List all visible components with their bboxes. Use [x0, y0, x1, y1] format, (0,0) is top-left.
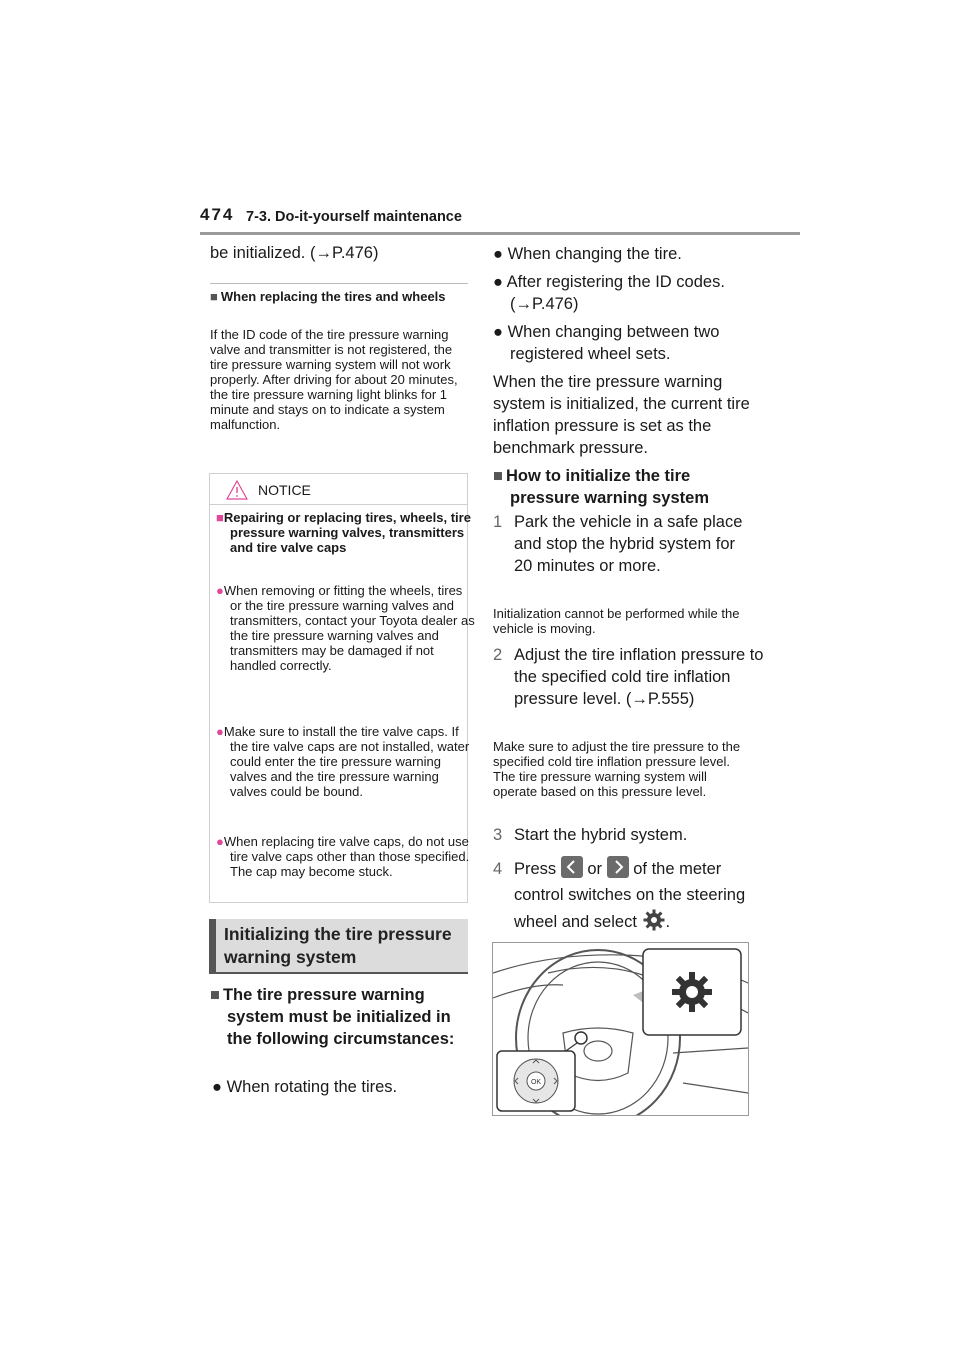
circle-bullet-icon: ●: [216, 834, 224, 849]
step-number: 2: [493, 646, 503, 664]
must-init-heading: [210, 984, 460, 1050]
step-2: [493, 644, 764, 710]
bullet-rotate-text: When rotating the tires.: [226, 1078, 398, 1096]
init-paragraph: When the tire pressure warning system is initialized, the current tire inflation pressure is set as the benchmark pressure.: [493, 373, 750, 457]
step-2-note: Make sure to adjust the tire pressure to the specified cold tire inflation pressure level. The tire pressure warning system will operate based on this pressure level.: [493, 739, 741, 799]
replacing-heading: [210, 289, 474, 304]
section-band-title: Initializing the tire pressure warning system: [224, 924, 452, 967]
notice-label: NOTICE: [258, 482, 311, 498]
notice-box: [209, 473, 475, 903]
header-rule: [200, 232, 800, 235]
replacing-heading-text: When replacing the tires and wheels: [220, 289, 446, 304]
notice-item-1: [216, 583, 476, 673]
square-bullet-icon: ■: [216, 510, 224, 525]
step-text: Adjust the tire inflation pressure to the specified cold tire inflation pressure level. (→P.555): [514, 646, 764, 708]
step-1-note: Initialization cannot be performed while the vehicle is moving.: [493, 606, 740, 636]
bullet-changing-tire: [493, 243, 770, 265]
notice-item-text: When removing or fitting the wheels, tires or the tire pressure warning valves and transmitters, contact your Toyota dealer as the tire pressure warning valves and transmitters may be damaged if not handled correctly.: [223, 583, 475, 673]
bullet-icon: ●: [493, 323, 508, 341]
bullet-icon: ●: [493, 273, 507, 291]
step-number: 1: [493, 513, 503, 531]
notice-item-3: [216, 834, 476, 879]
step-number: 4: [493, 860, 503, 878]
circle-bullet-icon: ●: [216, 583, 224, 598]
bullet-text: When changing between two registered wheel sets.: [507, 323, 720, 363]
steering-wheel-drawing: [493, 943, 748, 1115]
must-init-heading-text: The tire pressure warning system must be initialized in the following circumstances:: [222, 986, 455, 1048]
bullet-wheel-sets: [493, 321, 770, 365]
section-title: 7-3. Do-it-yourself maintenance: [246, 209, 462, 225]
intro-text: be initialized. (→P.476): [210, 244, 379, 262]
bullet-rotate: [212, 1076, 487, 1098]
step-text: .: [665, 913, 671, 931]
ok-button-label: OK: [530, 1079, 542, 1086]
notice-item-text: Make sure to install the tire valve caps. If the tire valve caps are not installed, water could enter the tire pressure warning valves and the tire pressure warning valves could be bound.: [223, 724, 470, 799]
bullet-icon: ●: [212, 1078, 227, 1096]
step-3: [493, 824, 774, 846]
square-bullet-icon: ■: [210, 986, 220, 1004]
step-text: of the meter control switches on the steering wheel and select: [514, 860, 746, 931]
step-text: Start the hybrid system.: [514, 826, 688, 844]
howto-heading-text: How to initialize the tire pressure warning system: [505, 467, 709, 507]
gear-icon: [642, 908, 666, 940]
bullet-text: When changing the tire.: [507, 245, 682, 263]
notice-heading-text: Repairing or replacing tires, wheels, tire pressure warning valves, transmitters and tire valve caps: [223, 510, 471, 555]
warning-triangle-icon: [226, 480, 248, 500]
circle-bullet-icon: ●: [216, 724, 224, 739]
notice-item-text: When replacing tire valve caps, do not use tire valve caps other than those specified. The cap may become stuck.: [223, 834, 470, 879]
section-band: [209, 919, 468, 974]
step-1: [493, 511, 754, 577]
steering-wheel-illustration: [492, 942, 749, 1116]
howto-heading: [493, 465, 753, 509]
chevron-left-icon: [561, 856, 583, 878]
step-4: [493, 856, 764, 940]
divider: [210, 283, 468, 284]
notice-header: [210, 474, 467, 505]
step-number: 3: [493, 826, 503, 844]
chevron-right-icon: [607, 856, 629, 878]
step-text: or: [587, 860, 603, 878]
bullet-registering: [493, 271, 770, 315]
step-text: Park the vehicle in a safe place and stop the hybrid system for 20 minutes or more.: [514, 513, 743, 575]
bullet-icon: ●: [493, 245, 508, 263]
notice-item-2: [216, 724, 476, 799]
step-text: Press: [514, 860, 557, 878]
bullet-text: After registering the ID codes. (→P.476): [506, 273, 725, 313]
square-bullet-icon: ■: [493, 467, 503, 485]
square-bullet-icon: ■: [210, 289, 218, 304]
notice-heading: [216, 510, 474, 555]
page-number: 474: [200, 205, 235, 224]
replacing-body: If the ID code of the tire pressure warning valve and transmitter is not registered, the tire pressure warning system will not work properly. After driving for about 20 minutes, the tire pressure warning light blinks for 1 minute and stays on to indicate a system malfunction.: [210, 327, 458, 432]
